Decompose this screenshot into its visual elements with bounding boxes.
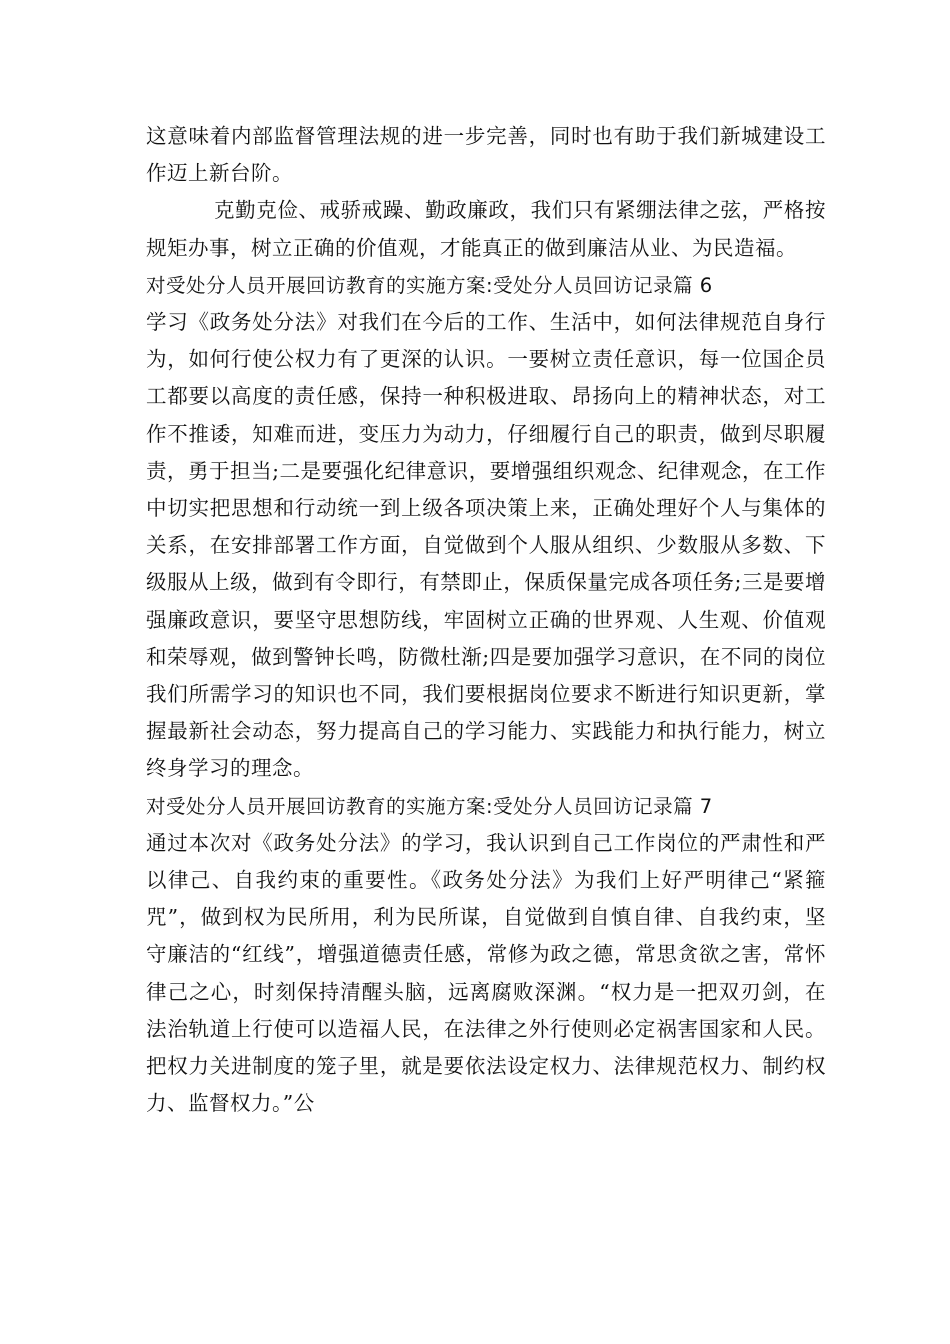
section-heading-7: 对受处分人员开展回访教育的实施方案:受处分人员回访记录篇 7	[146, 794, 713, 818]
paragraph-section-7: 通过本次对《政务处分法》的学习，我认识到自己工作岗位的严肃性和严以律己、自我约束的重要性。《政务处分法》为我们上好严明律己“紧箍咒”，做到权为民所用，利为民所谋，自觉做到自慎自律、自我约束，坚守廉洁的“红线”，增强道德责任感，常修为政之德，常思贪欲之害，常怀律己之心，时刻保持清醒头脑，远离腐败深渊。“权力是一把双刃剑，在法治轨道上行使可以造福人民，在法律之外行使则必定祸害国家和人民。把权力关进制度的笼子里，就是要依法设定权力、法律规范权力、制约权力、监督权力。”公	[146, 830, 826, 1116]
document-body	[146, 118, 826, 1122]
paragraph-integrity: 克勤克俭、戒骄戒躁、勤政廉政，我们只有紧绷法律之弦，严格按规矩办事，树立正确的价值观，才能真正的做到廉洁从业、为民造福。	[146, 198, 826, 260]
paragraph-continuation: 这意味着内部监督管理法规的进一步完善，同时也有助于我们新城建设工作迈上新台阶。	[146, 124, 826, 186]
paragraph-section-6: 学习《政务处分法》对我们在今后的工作、生活中，如何法律规范自身行为，如何行使公权力有了更深的认识。一要树立责任意识，每一位国企员工都要以高度的责任感，保持一种积极进取、昂扬向上的精神状态，对工作不推诿，知难而进，变压力为动力，仔细履行自己的职责，做到尽职履责，勇于担当;二是要强化纪律意识，要增强组织观念、纪律观念，在工作中切实把思想和行动统一到上级各项决策上来，正确处理好个人与集体的关系，在安排部署工作方面，自觉做到个人服从组织、少数服从多数、下级服从上级，做到有令即行，有禁即止，保质保量完成各项任务;三是要增强廉政意识，要坚守思想防线，牢固树立正确的世界观、人生观、价值观和荣辱观，做到警钟长鸣，防微杜渐;四是要加强学习意识，在不同的岗位我们所需学习的知识也不同，我们要根据岗位要求不断进行知识更新，掌握最新社会动态，努力提高自己的学习能力、实践能力和执行能力，树立终身学习的理念。	[146, 310, 826, 781]
section-heading-6: 对受处分人员开展回访教育的实施方案:受处分人员回访记录篇 6	[146, 273, 713, 297]
